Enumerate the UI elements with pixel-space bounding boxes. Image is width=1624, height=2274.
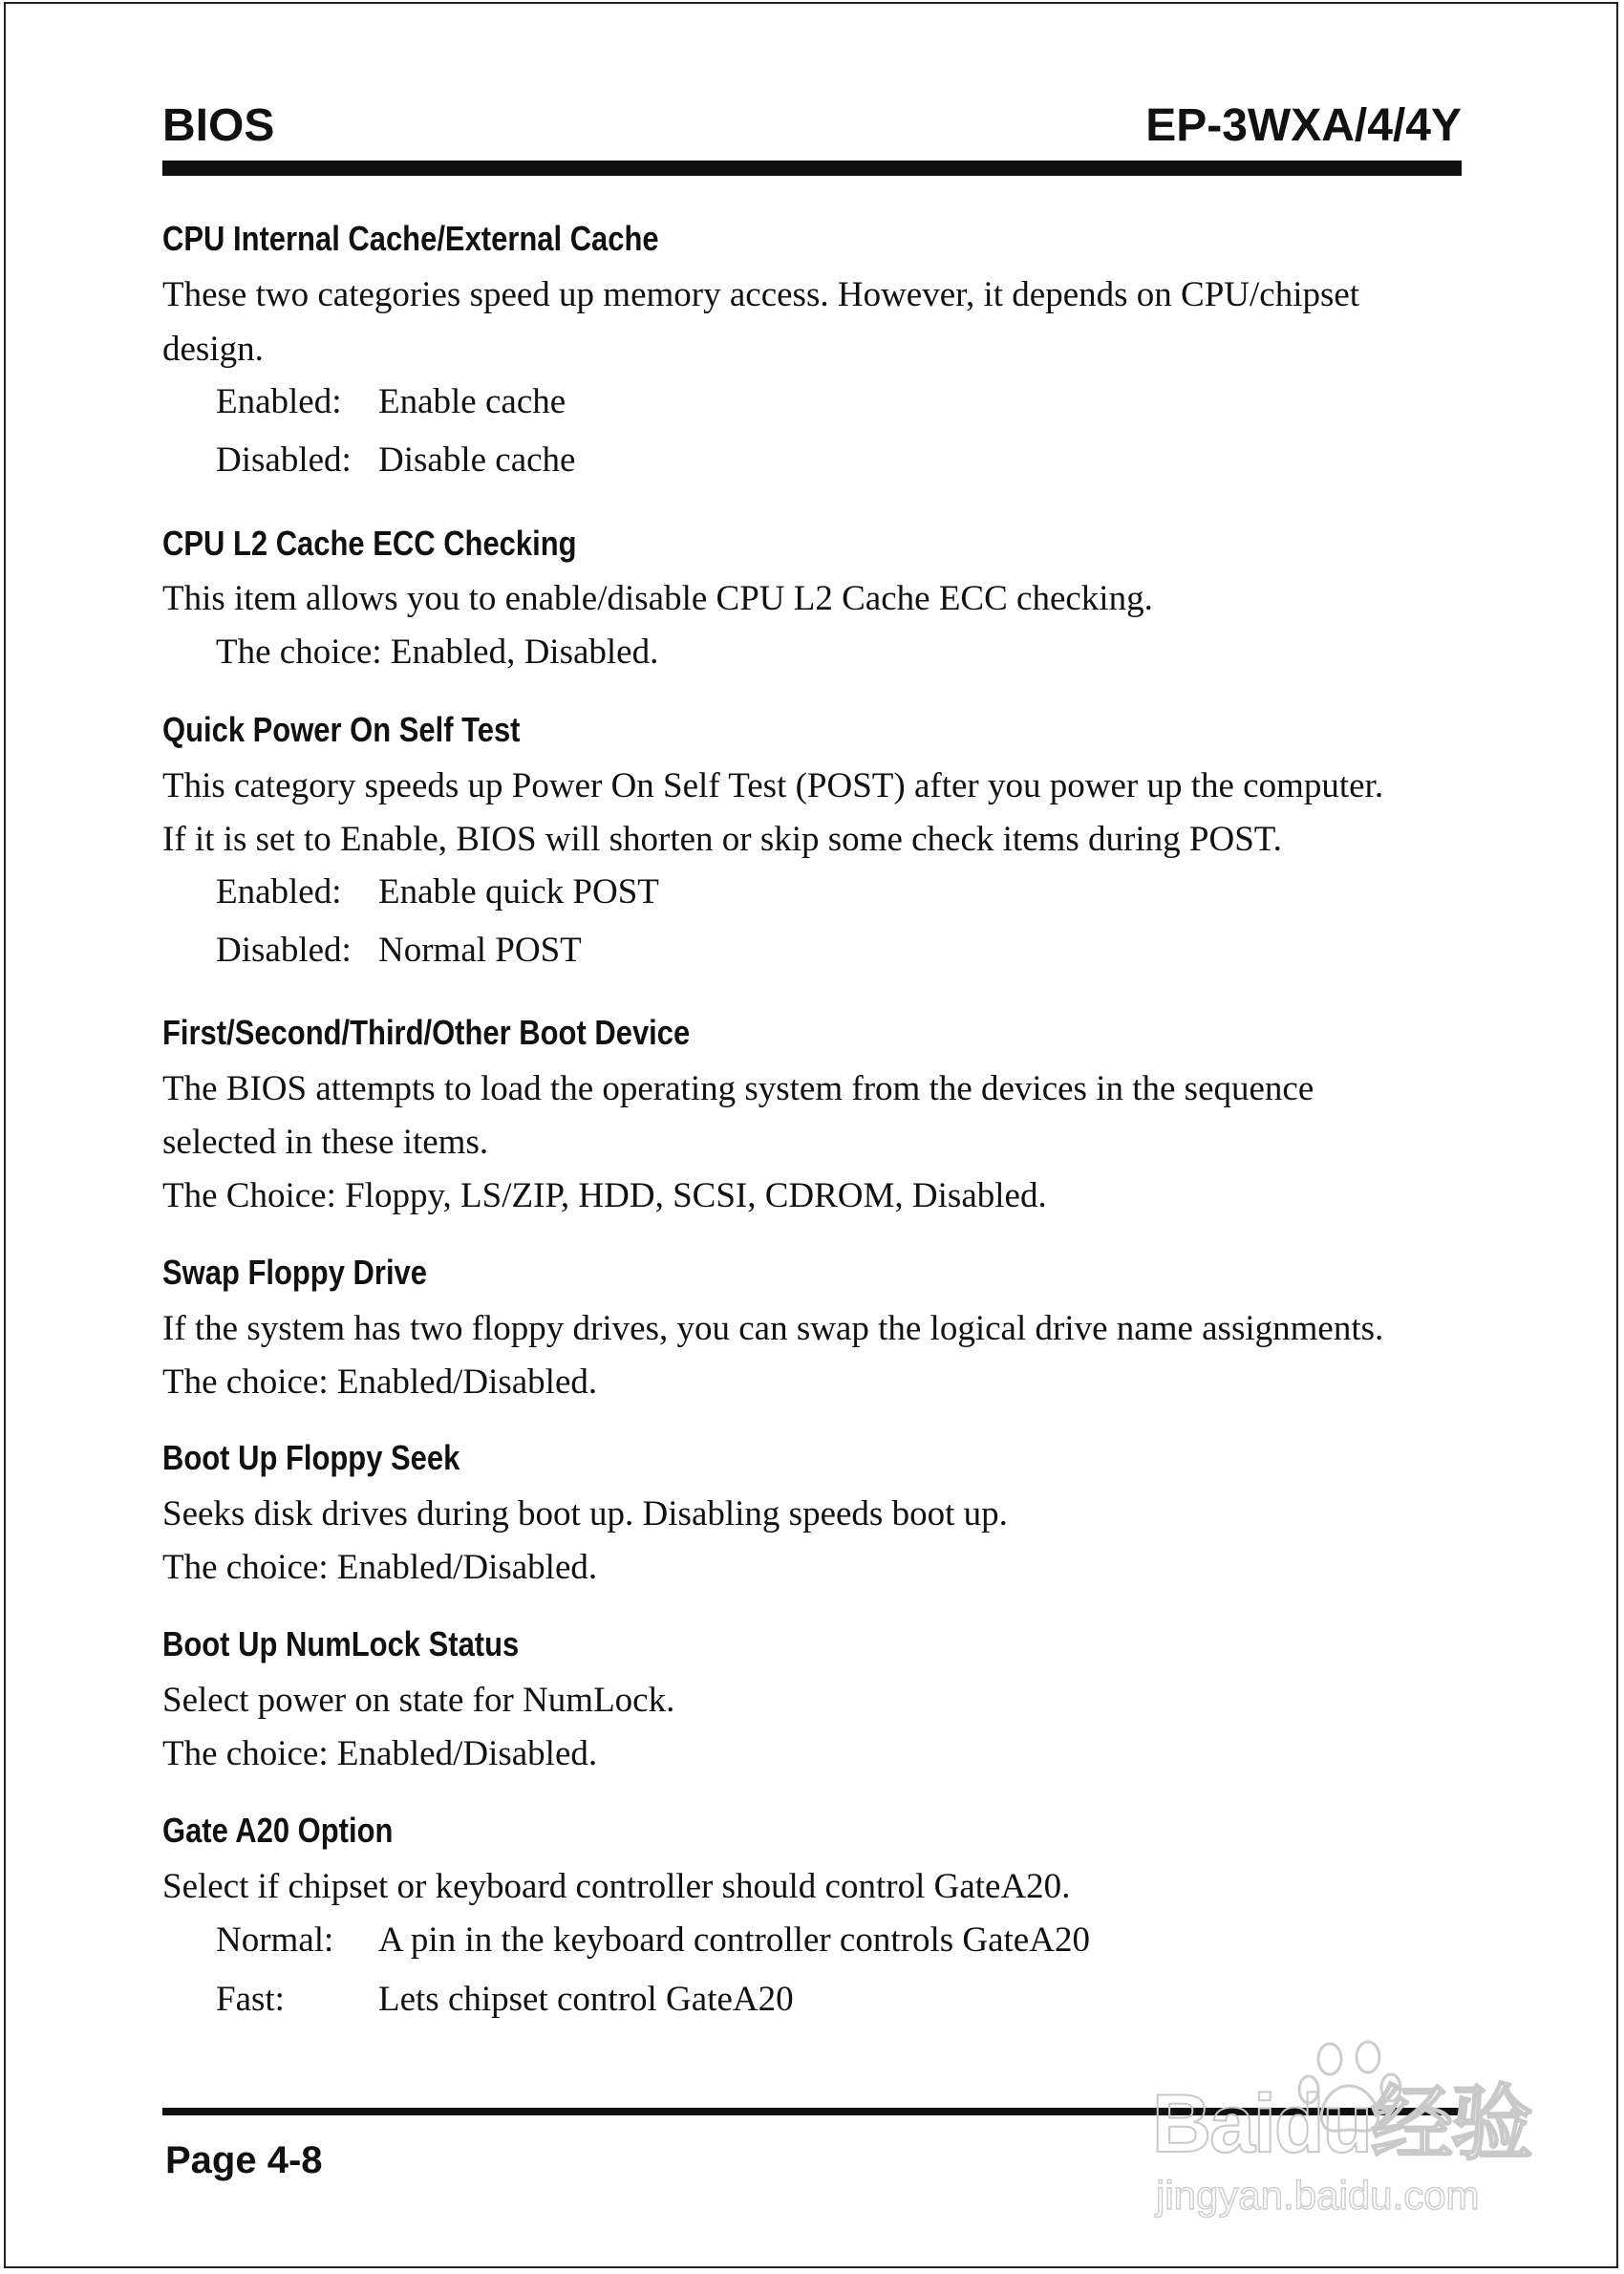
option-row xyxy=(216,874,659,910)
option-row xyxy=(216,442,575,478)
paragraph-line: If it is set to Enable, BIOS will shorten or skip some check items during POST. xyxy=(162,820,1282,859)
paragraph-line: This item allows you to enable/disable CPU L2 Cache ECC checking. xyxy=(162,579,1153,618)
option-desc: Enable cache xyxy=(378,382,566,421)
section-title: Quick Power On Self Test xyxy=(162,710,521,749)
paragraph-line: design. xyxy=(162,330,264,369)
choice-line: The choice: Enabled, Disabled. xyxy=(216,633,659,672)
paragraph-line: Select if chipset or keyboard controller should control GateA20. xyxy=(162,1867,1071,1906)
section-title: CPU L2 Cache ECC Checking xyxy=(162,524,577,563)
paragraph-line: The choice: Enabled/Disabled. xyxy=(162,1548,598,1587)
option-row xyxy=(216,933,582,968)
watermark-url: jingyan.baidu.com xyxy=(1156,2173,1480,2218)
section-title: Swap Floppy Drive xyxy=(162,1253,427,1292)
section-title: Boot Up Floppy Seek xyxy=(162,1438,460,1477)
paragraph-line: selected in these items. xyxy=(162,1123,489,1162)
paragraph-line: The choice: Enabled/Disabled. xyxy=(162,1362,598,1402)
paragraph-line: Seeks disk drives during boot up. Disabling speeds boot up. xyxy=(162,1494,1008,1534)
option-desc: Lets chipset control GateA20 xyxy=(378,1980,794,2019)
header-model-name: EP-3WXA/4/4Y xyxy=(1145,100,1462,151)
paragraph-line: Select power on state for NumLock. xyxy=(162,1681,675,1720)
option-desc: A pin in the keyboard controller controls GateA20 xyxy=(378,1920,1090,1960)
page-number: Page 4-8 xyxy=(165,2139,323,2181)
section-title: First/Second/Third/Other Boot Device xyxy=(162,1013,691,1052)
option-desc: Enable quick POST xyxy=(378,872,659,912)
watermark-brand: Baidu经验 xyxy=(1152,2078,1531,2170)
paragraph-line: These two categories speed up memory access. However, it depends on CPU/chipset xyxy=(162,275,1360,314)
header-section-title: BIOS xyxy=(162,100,275,151)
paragraph-line: If the system has two floppy drives, you can swap the logical drive name assignments. xyxy=(162,1309,1384,1348)
option-term: Fast: xyxy=(216,1980,285,2019)
paragraph-line: This category speeds up Power On Self Test (POST) after you power up the computer. xyxy=(162,766,1384,805)
paragraph-line: The Choice: Floppy, LS/ZIP, HDD, SCSI, CDROM, Disabled. xyxy=(162,1176,1047,1215)
header-rule xyxy=(162,161,1462,176)
paragraph-line: The BIOS attempts to load the operating system from the devices in the sequence xyxy=(162,1069,1314,1108)
option-desc: Disable cache xyxy=(378,440,576,480)
option-term: Enabled: xyxy=(216,872,342,912)
option-row xyxy=(216,384,566,419)
section-title: CPU Internal Cache/External Cache xyxy=(162,219,659,258)
watermark xyxy=(1152,2030,1553,2221)
option-term: Enabled: xyxy=(216,382,342,421)
option-desc: Normal POST xyxy=(378,931,582,970)
option-term: Disabled: xyxy=(216,931,352,970)
option-row xyxy=(216,1982,794,2017)
section-title: Boot Up NumLock Status xyxy=(162,1624,520,1663)
option-term: Disabled: xyxy=(216,440,352,480)
section-title: Gate A20 Option xyxy=(162,1811,394,1850)
option-row xyxy=(216,1922,1090,1958)
option-term: Normal: xyxy=(216,1920,334,1960)
paragraph-line: The choice: Enabled/Disabled. xyxy=(162,1734,598,1773)
